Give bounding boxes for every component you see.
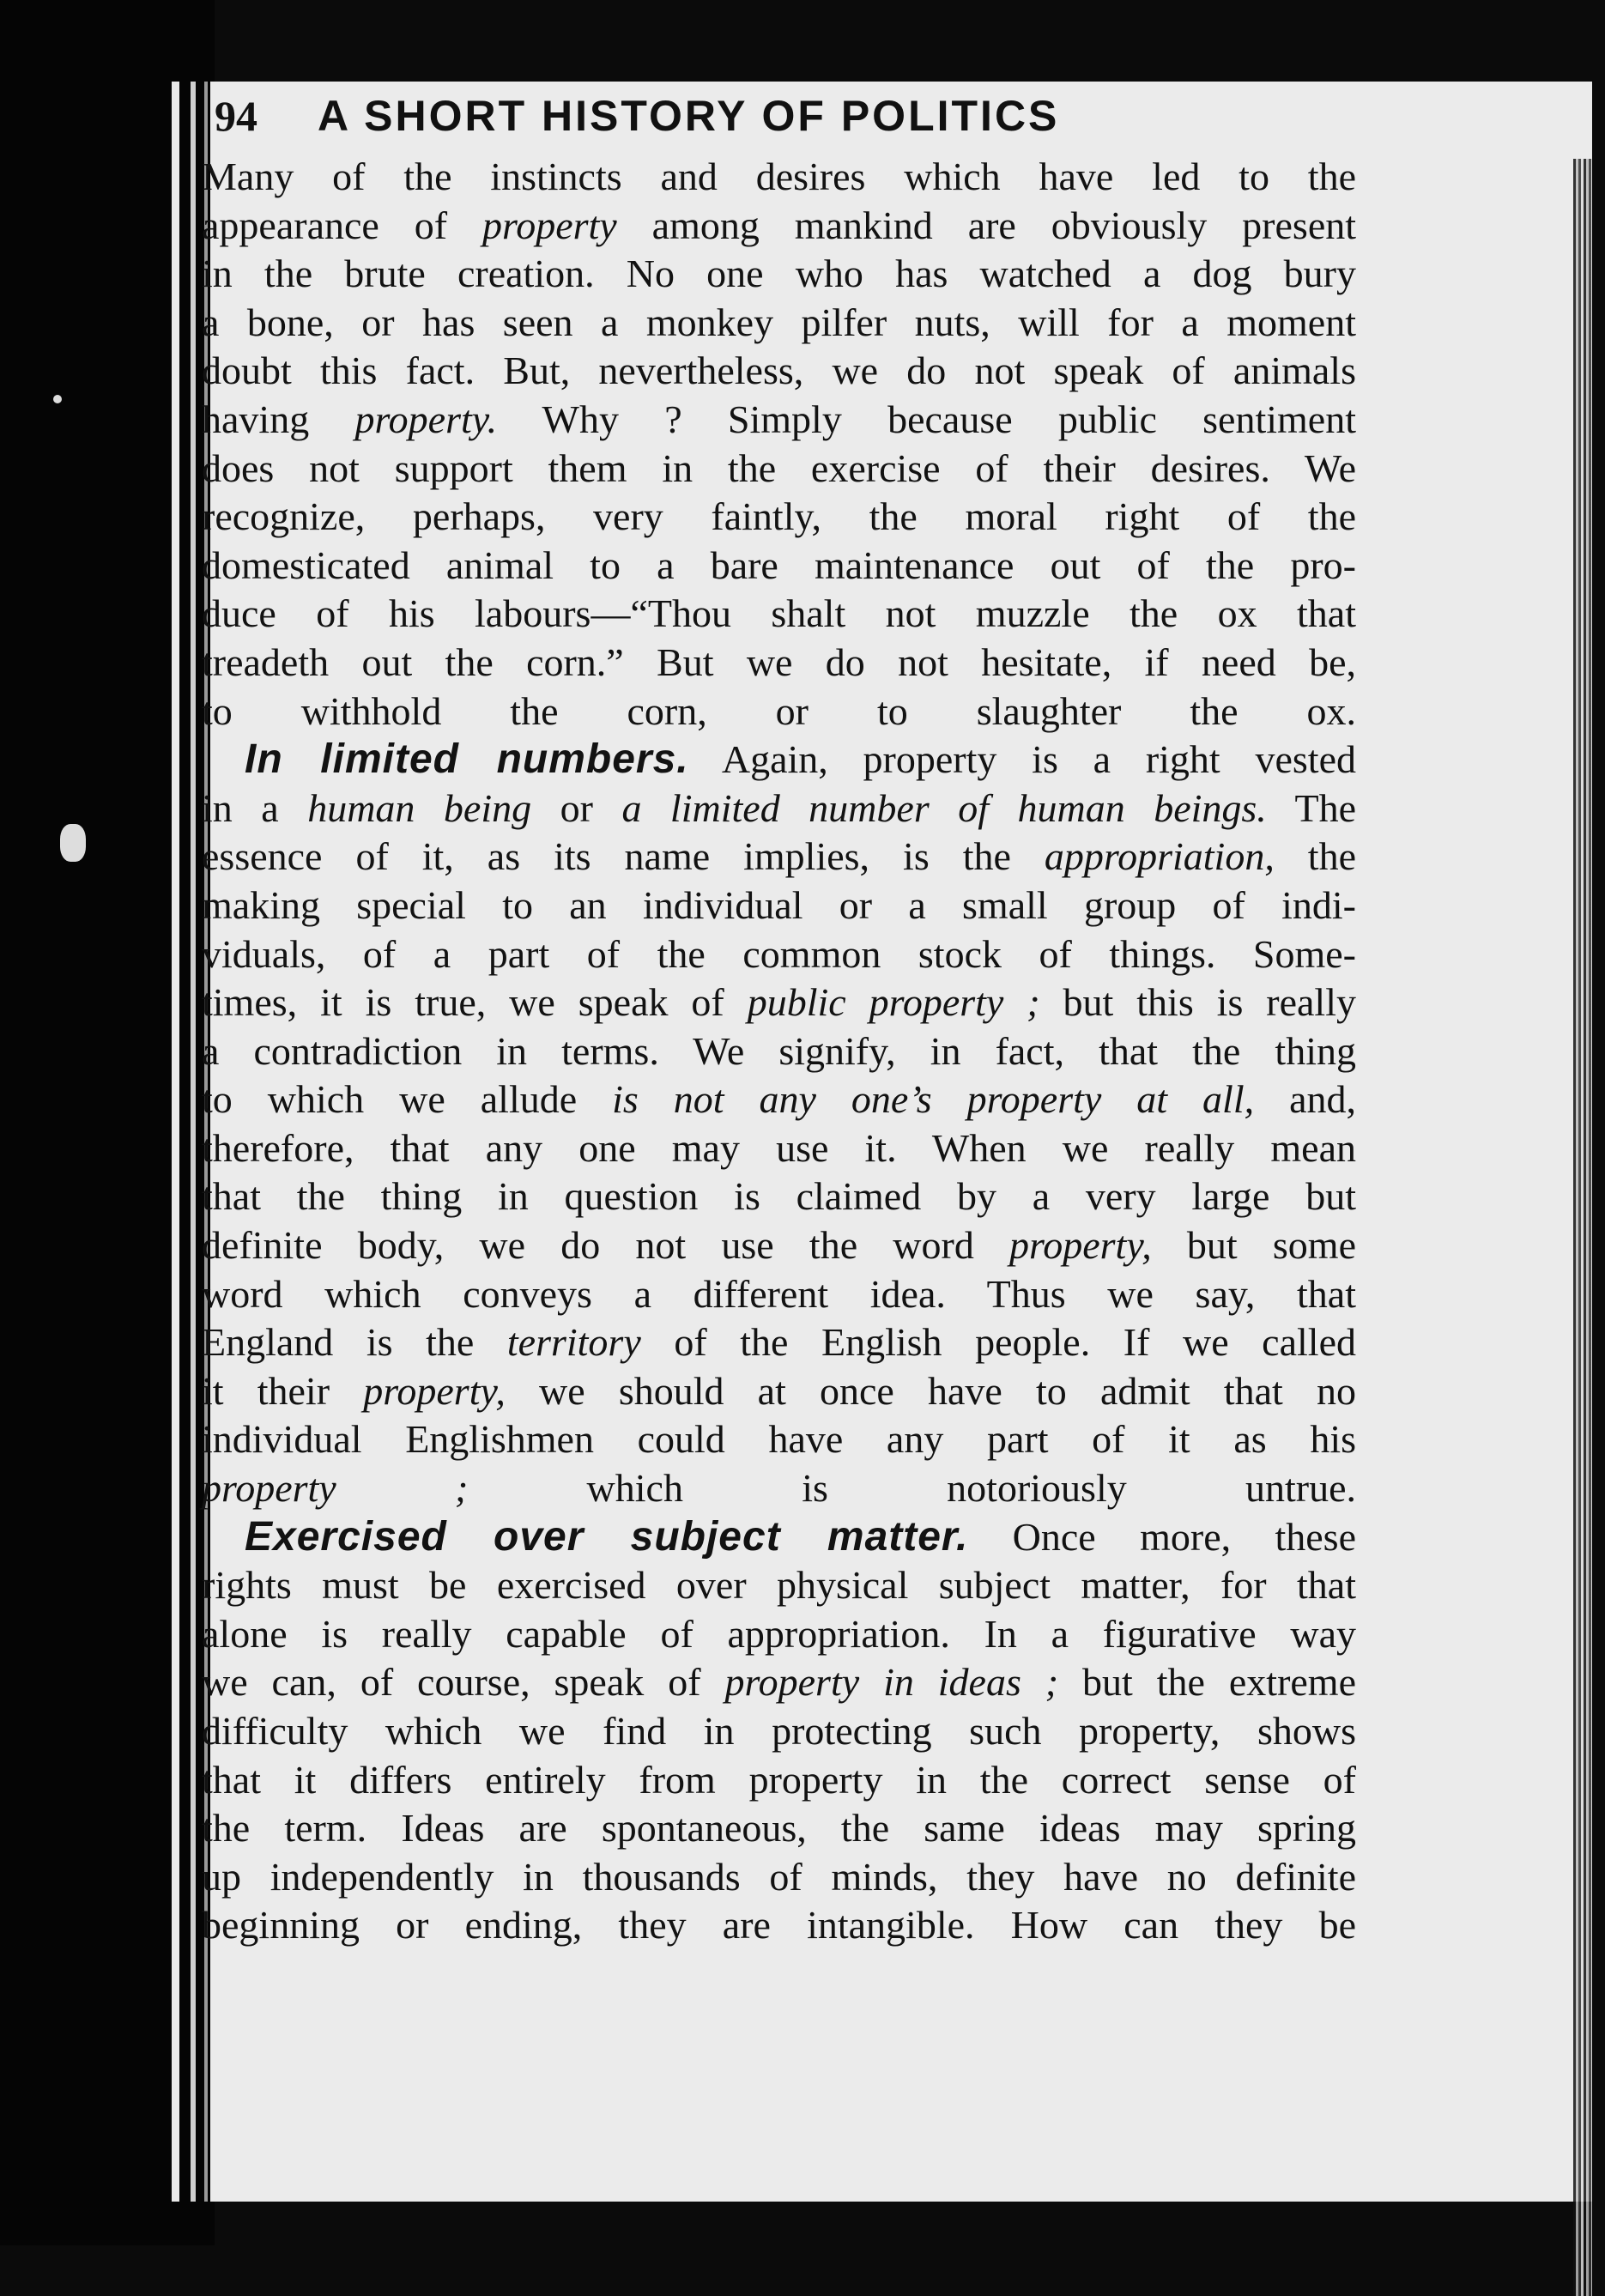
- text-line: [202, 1464, 1356, 1513]
- text-run: times, it is true, we speak of: [202, 980, 748, 1025]
- text-run: word which conveys a different idea. Thus we say, that: [202, 1271, 1356, 1316]
- running-head: A SHORT HISTORY OF POLITICS: [318, 92, 1060, 140]
- text-line: [202, 396, 1356, 445]
- text-line: [202, 1367, 1356, 1416]
- italic-run: is not any one’s property at all,: [612, 1077, 1255, 1122]
- italic-run: human being: [307, 785, 532, 830]
- text-line: [202, 785, 1356, 833]
- italic-run: property in ideas ;: [724, 1660, 1059, 1705]
- text-line: [202, 1415, 1356, 1464]
- scan-speck: [53, 395, 62, 403]
- section-side-heading: Exercised over subject matter.: [245, 1513, 969, 1560]
- binding-stripe: [191, 82, 196, 2202]
- page-header: [215, 82, 1416, 150]
- text-run: that it differs entirely from property in the correct sense of: [202, 1757, 1356, 1802]
- text-run: it their: [202, 1368, 364, 1413]
- text-run: therefore, that any one may use it. When we really mean: [202, 1125, 1356, 1170]
- italic-run: public property ;: [747, 980, 1040, 1025]
- text-line: [202, 736, 1356, 785]
- text-run: having: [202, 397, 355, 441]
- text-run: but the extreme: [1058, 1660, 1356, 1705]
- text-line: [202, 1124, 1356, 1173]
- text-line: [202, 1610, 1356, 1659]
- italic-run: territory: [506, 1320, 641, 1365]
- section-side-heading: In limited numbers.: [245, 736, 689, 783]
- text-line: [202, 445, 1356, 494]
- italic-run: property ;: [202, 1466, 469, 1511]
- text-run: The: [1266, 785, 1356, 830]
- text-line: [202, 1318, 1356, 1367]
- text-line: [202, 881, 1356, 930]
- text-run: in a: [202, 785, 308, 830]
- italic-run: property,: [363, 1368, 506, 1413]
- text-line: [202, 1804, 1356, 1853]
- text-line: [202, 542, 1356, 591]
- text-run: but some: [1151, 1223, 1356, 1268]
- text-run: up independently in thousands of minds, they have no definite: [202, 1854, 1356, 1899]
- text-run: recognize, perhaps, very faintly, the moral right of the: [202, 494, 1356, 539]
- text-run: among mankind are obviously present: [616, 203, 1357, 247]
- text-run: to withhold the corn, or to slaughter the ox.: [202, 688, 1356, 733]
- binding-stripe: [172, 82, 179, 2202]
- text-line: [202, 590, 1356, 639]
- text-run: which is notoriously untrue.: [468, 1466, 1356, 1511]
- book-binding: [0, 0, 215, 2245]
- text-run: of the English people. If we called: [640, 1320, 1356, 1365]
- text-run: and,: [1254, 1077, 1356, 1122]
- text-line: [202, 1172, 1356, 1221]
- text-run: the term. Ideas are spontaneous, the same ideas may spring: [202, 1806, 1356, 1851]
- text-line: [202, 1027, 1356, 1076]
- text-run: appearance of: [202, 203, 483, 247]
- italic-run: property,: [1009, 1223, 1152, 1268]
- text-run: making special to an individual or a small group of indi-: [202, 882, 1356, 927]
- text-run: rights must be exercised over physical subject matter, for that: [202, 1563, 1356, 1608]
- text-line: [202, 688, 1356, 736]
- italic-run: property.: [354, 397, 498, 441]
- text-run: beginning or ending, they are intangible. How can they be: [202, 1903, 1356, 1948]
- text-run: to which we allude: [202, 1077, 613, 1122]
- text-line: [202, 978, 1356, 1027]
- text-line: [202, 639, 1356, 688]
- text-run: a bone, or has seen a monkey pilfer nuts, will for a moment: [202, 300, 1356, 344]
- text-run: that the thing in question is claimed by a very large but: [202, 1174, 1356, 1219]
- text-run: in the brute creation. No one who has watched a dog bury: [202, 251, 1356, 296]
- body-text: [202, 153, 1356, 1950]
- text-run: treadeth out the corn.” But we do not hesitate, if need be,: [202, 639, 1356, 684]
- page-edge: [1573, 159, 1592, 2296]
- text-run: Why ? Simply because public sentiment: [497, 397, 1356, 441]
- italic-run: appropriation,: [1044, 834, 1275, 879]
- page-number: 94: [215, 92, 257, 140]
- text-line: [202, 347, 1356, 396]
- text-run: Again, property is a right vested: [688, 737, 1356, 782]
- text-line: [202, 1901, 1356, 1950]
- text-run: the: [1274, 834, 1357, 879]
- text-line: [202, 153, 1356, 202]
- text-run: a contradiction in terms. We signify, in fact, that the thing: [202, 1028, 1356, 1073]
- text-run: but this is really: [1039, 980, 1356, 1025]
- scan-speck: [60, 824, 86, 862]
- text-run: difficulty which we find in protecting such property, shows: [202, 1709, 1356, 1753]
- text-line: [202, 202, 1356, 251]
- text-line: [202, 1853, 1356, 1902]
- text-run: viduals, of a part of the common stock of things. Some-: [202, 931, 1356, 976]
- italic-run: property: [482, 203, 617, 247]
- italic-run: a limited number of human beings.: [621, 785, 1267, 830]
- text-line: [202, 1658, 1356, 1707]
- text-run: we can, of course, speak of: [202, 1660, 725, 1705]
- text-line: [202, 1756, 1356, 1805]
- text-line: [202, 930, 1356, 979]
- text-run: duce of his labours—“Thou shalt not muzzle the ox that: [202, 591, 1356, 636]
- text-line: [202, 1221, 1356, 1270]
- text-line: [202, 1707, 1356, 1756]
- text-run: definite body, we do not use the word: [202, 1223, 1010, 1268]
- text-line: [202, 1561, 1356, 1610]
- text-line: [202, 250, 1356, 299]
- text-line: [202, 1270, 1356, 1319]
- text-run: domesticated animal to a bare maintenance out of the pro-: [202, 542, 1356, 587]
- text-run: essence of it, as its name implies, is the: [202, 834, 1045, 879]
- text-run: Many of the instincts and desires which have led to the: [202, 154, 1356, 198]
- text-run: we should at once have to admit that no: [505, 1368, 1357, 1413]
- text-run: alone is really capable of appropriation. In a figurative way: [202, 1611, 1356, 1656]
- text-run: individual Englishmen could have any part of it as his: [202, 1417, 1356, 1462]
- text-run: doubt this fact. But, nevertheless, we do not speak of animals: [202, 348, 1356, 393]
- text-run: or: [531, 785, 622, 830]
- text-run: does not support them in the exercise of their desires. We: [202, 445, 1356, 490]
- text-line: [202, 833, 1356, 881]
- text-run: England is the: [202, 1320, 507, 1365]
- text-line: [202, 493, 1356, 542]
- text-run: Once more, these: [968, 1514, 1356, 1559]
- text-line: [202, 1075, 1356, 1124]
- text-line: [202, 1513, 1356, 1562]
- text-line: [202, 299, 1356, 348]
